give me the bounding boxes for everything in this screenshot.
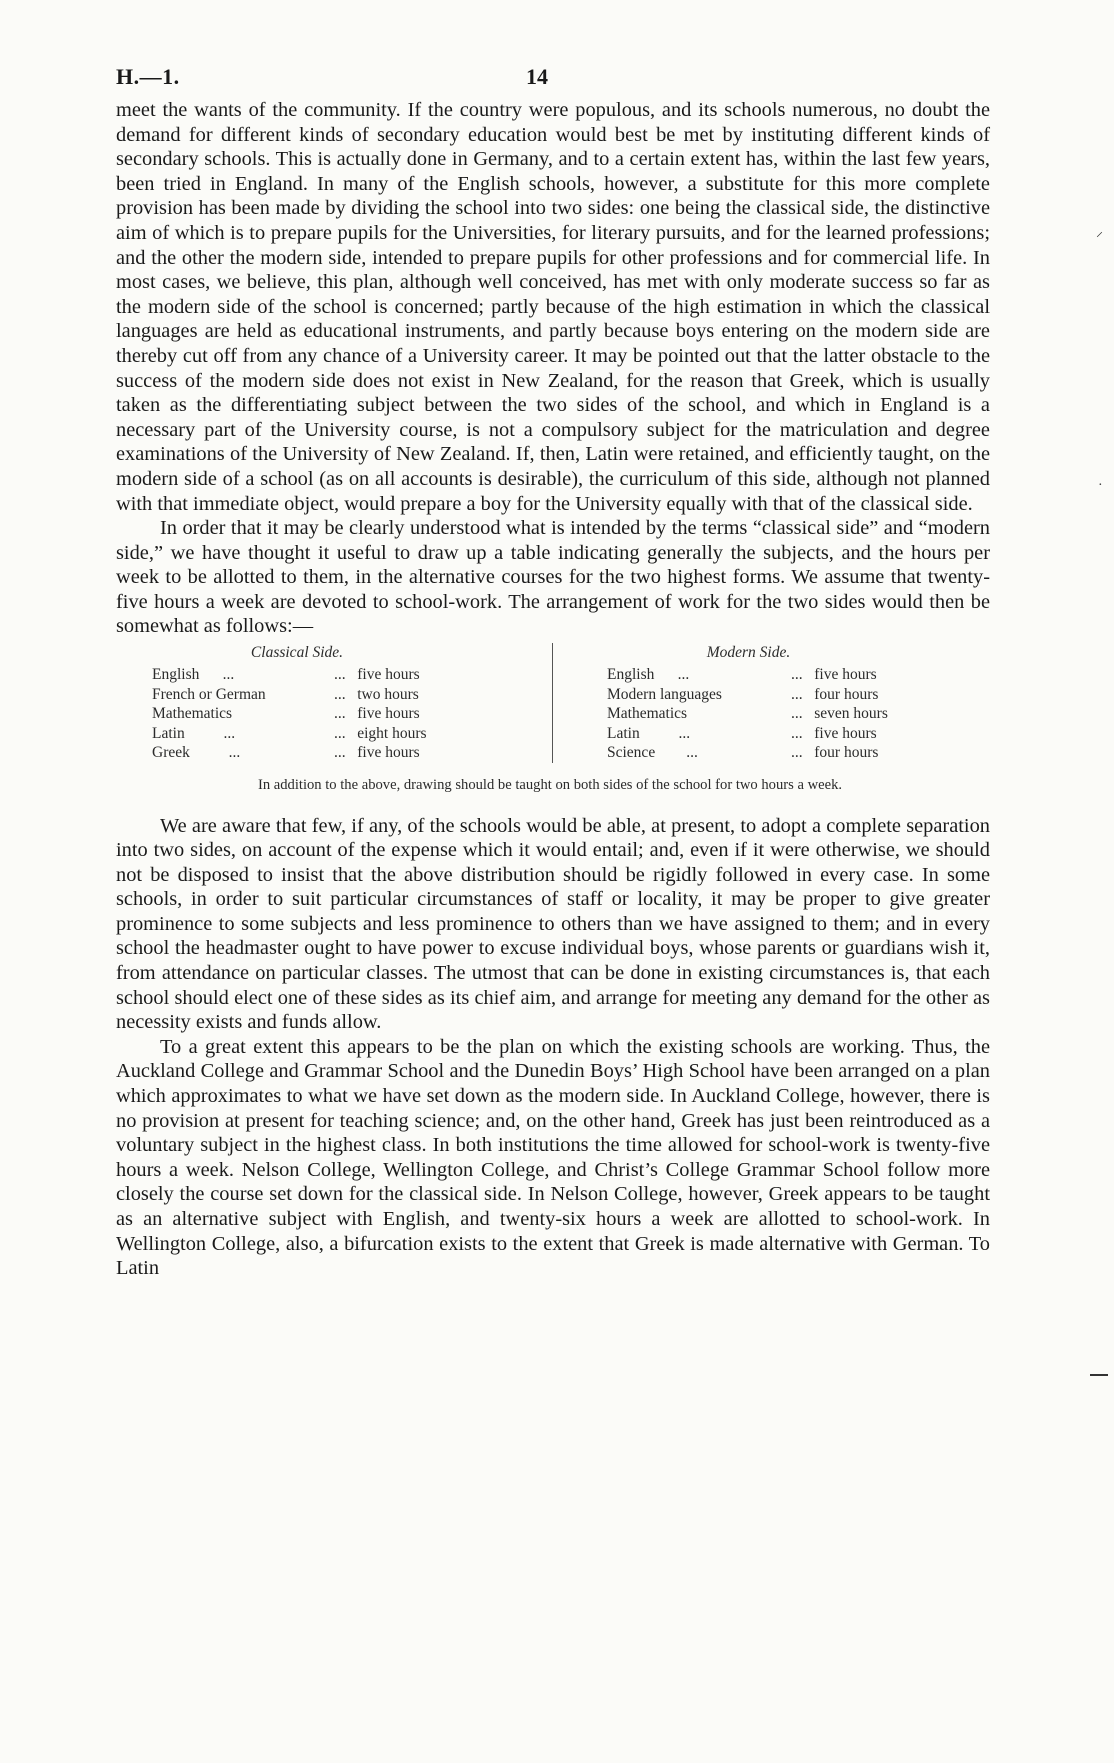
- table-row: [152, 685, 552, 704]
- leader-dots: ...: [334, 666, 346, 684]
- paragraph-community: meet the wants of the community. If the country were populous, and its schools numerous, no doubt the demand for different kinds of secondary education would best be met by instituting different kinds of secondary schools. This is actually done in Germany, and to a certain extent has, within the last few years, been tried in England. In many of the English schools, however, a substitute for this more complete provision has been made by dividing the school into two sides: one being the classical side, the distinctive aim of which is to prepare pupils for the Universities, for literary pursuits, and for the learned professions; and the other the modern side, intended to prepare pupils for other professions and for commercial life. In most cases, we believe, this plan, although well conceived, has met with only moderate success so far as the modern side of the school is concerned; partly because of the high estimation in which the classical languages are held as educational instruments, and partly because boys entering on the modern side are thereby cut off from any chance of a University career. It may be pointed out that the latter obstacle to the success of the modern side does not exist in New Zealand, for the reason that Greek, which is usually taken as the differentiating subject between the two sides of the school, and which in England is a necessary part of the University course, is not a compulsory subject for the matriculation and degree examinations of the University of New Zealand. If, then, Latin were retained, and efficiently taught, on the modern side of a school (as on all accounts is desirable), the curriculum of this side, although not planned with that immediate object, would prepare a boy for the University equally with that of the classical side.: [116, 99, 990, 515]
- table-row: [607, 743, 990, 762]
- subject-name: French or German: [152, 685, 266, 703]
- classical-side-column: [116, 643, 553, 762]
- table-row: [152, 724, 552, 743]
- leader-dots: ...: [228, 744, 241, 762]
- hours-value: five hours: [814, 724, 877, 742]
- subject-name: Modern languages: [607, 685, 722, 703]
- leader-dots: ...: [334, 705, 346, 723]
- leader-dots: ...: [334, 724, 346, 742]
- report-reference: H.—1.: [116, 64, 180, 89]
- hours-value: two hours: [357, 685, 419, 703]
- hours-value: five hours: [357, 705, 420, 723]
- leader-dots: ...: [791, 685, 803, 703]
- body-text-top: [116, 98, 990, 639]
- modern-side-column: [553, 643, 990, 762]
- subject-name: Greek: [152, 744, 190, 762]
- subject-name: Latin: [152, 724, 185, 742]
- paragraph-separation: We are aware that few, if any, of the schools would be able, at present, to adopt a complete separation into two sides, on account of the expense which it would entail; and, even if it were otherwise, we should not be disposed to insist that the above distribution should be rigidly followed in every case. In some schools, in order to suit particular circumstances of staff or locality, it may be proper to give greater prominence to some subjects and less prominence to others than we have assigned to them; and in every school the headmaster ought to have power to excuse individual boys, whose parents or guardians wish it, from attendance on particular classes. The utmost that can be done in existing circumstances is, that each school should elect one of these sides as its chief aim, and arrange for meeting any demand for the other as necessity exists and funds allow.: [116, 814, 990, 1034]
- leader-dots: ...: [222, 666, 235, 684]
- subject-name: English: [152, 666, 200, 684]
- leader-dots: ...: [791, 705, 803, 723]
- subject-name: Mathematics: [607, 705, 688, 723]
- subject-name: Science: [607, 744, 656, 762]
- page-header: [116, 64, 990, 98]
- hours-value: four hours: [814, 685, 879, 703]
- hours-value: four hours: [814, 744, 879, 762]
- margin-dash: [1090, 1374, 1108, 1376]
- leader-dots: ...: [334, 744, 346, 762]
- leader-dots: ...: [791, 724, 803, 742]
- paragraph-existing-schools: To a great extent this appears to be the plan on which the existing schools are working. Thus, the Auckland College and Grammar School and the Dunedin Boys’ High School have been arranged on a plan which approximates to what we have set down as the modern side. In Auckland College, however, there is no provision at present for teaching science; and, on the other hand, Greek has just been reintroduced as a voluntary subject in the highest class. In both institutions the time allowed for school-work is twenty-five hours a week. Nelson College, Wellington College, and Christ’s College Grammar School follow more closely the course set down for the classical side. In Nelson College, however, Greek appears to be taught as an alternative subject with English, and twenty-six hours a week are allotted to school-work. In Wellington College, also, a bifurcation exists to the extent that Greek is made alternative with German. To Latin: [116, 1035, 990, 1280]
- hours-value: seven hours: [814, 705, 888, 723]
- hours-value: five hours: [357, 744, 420, 762]
- leader-dots: ...: [791, 666, 803, 684]
- table-row: [152, 665, 552, 684]
- leader-dots: ...: [223, 724, 236, 742]
- subject-name: English: [607, 666, 655, 684]
- table-row: [607, 704, 990, 723]
- curriculum-table: [116, 643, 990, 762]
- modern-side-title: Modern Side.: [706, 644, 791, 662]
- classical-side-title: Classical Side.: [250, 644, 344, 662]
- table-row: [152, 704, 552, 723]
- table-row: [152, 743, 552, 762]
- hours-value: eight hours: [357, 724, 427, 742]
- table-row: [607, 685, 990, 704]
- leader-dots: ...: [677, 666, 690, 684]
- subject-name: Mathematics: [152, 705, 233, 723]
- hours-value: five hours: [357, 666, 420, 684]
- table-footnote: In addition to the above, drawing should be taught on both sides of the school for two hours a week.: [257, 776, 843, 793]
- leader-dots: ...: [686, 744, 698, 762]
- margin-tick: ⸝: [1096, 225, 1103, 240]
- page-number: 14: [526, 64, 548, 89]
- subject-name: Latin: [607, 724, 640, 742]
- leader-dots: ...: [334, 685, 346, 703]
- table-row: [607, 724, 990, 743]
- table-row: [607, 665, 990, 684]
- leader-dots: ...: [791, 744, 803, 762]
- margin-dot: ·: [1098, 478, 1103, 493]
- leader-dots: ...: [678, 724, 691, 742]
- hours-value: five hours: [814, 666, 877, 684]
- document-page: [116, 64, 990, 1281]
- body-text-bottom: [116, 814, 990, 1281]
- paragraph-table-intro: In order that it may be clearly understood what is intended by the terms “classical side” and “modern side,” we have thought it useful to draw up a table indicating generally the subjects, and the hours per week to be allotted to them, in the alternative courses for the two highest forms. We assume that twenty-five hours a week are devoted to school-work. The arrangement of work for the two sides would then be somewhat as follows:—: [116, 517, 990, 638]
